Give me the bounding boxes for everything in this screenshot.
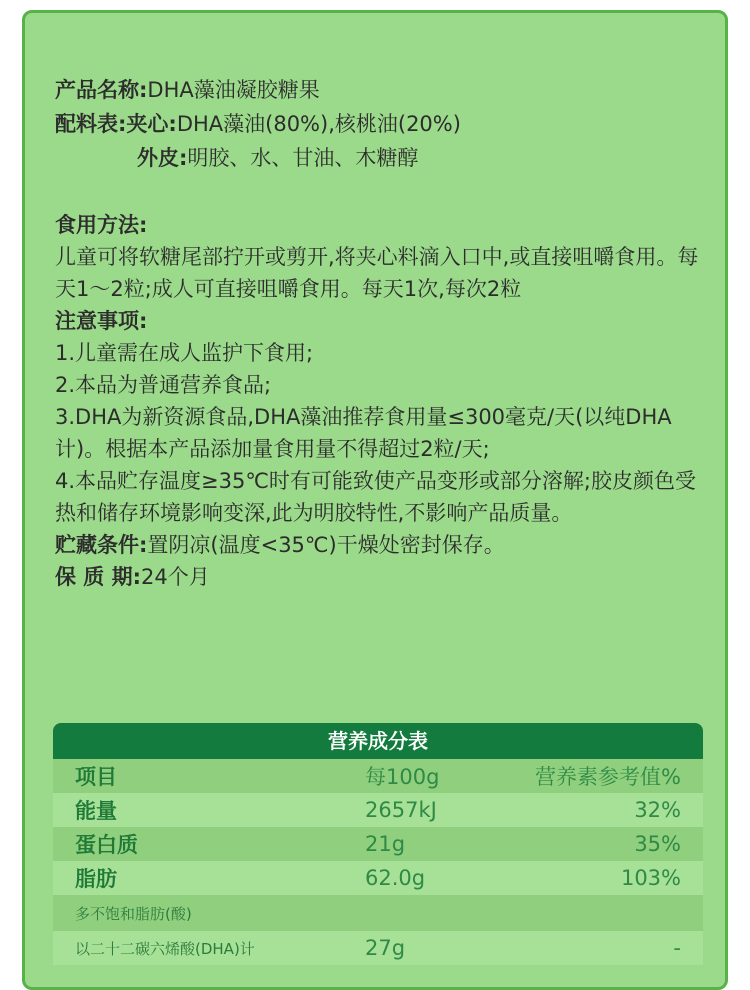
- nutrient-amount: 21g: [365, 832, 406, 856]
- filling-value: DHA藻油(80%),核桃油(20%): [176, 112, 461, 136]
- column-header-nrv: 营养素参考值%: [535, 765, 681, 789]
- table-row: [53, 895, 703, 931]
- table-row: [53, 827, 703, 861]
- product-info-card: [22, 10, 728, 990]
- product-name-label: 产品名称:: [55, 78, 148, 102]
- storage-label: 贮藏条件:: [55, 533, 148, 557]
- shelf-life-value: 24个月: [141, 565, 210, 589]
- storage-line: [55, 529, 705, 561]
- note-item: 3.DHA为新资源食品,DHA藻油推荐食用量≤300毫克/天(以纯DHA计)。根据本产品添加量食用量不得超过2粒/天;: [55, 405, 672, 461]
- nutrition-table-title: 营养成分表: [53, 723, 703, 759]
- note-item: 1.儿童需在成人监护下食用;: [55, 341, 314, 365]
- spacer: [55, 175, 705, 209]
- table-row: [53, 861, 703, 895]
- product-info: [55, 73, 705, 593]
- nutrition-header-row: [53, 759, 703, 793]
- product-name-value: DHA藻油凝胶糖果: [147, 78, 320, 102]
- product-name-line: [55, 73, 705, 107]
- nutrient-amount: 2657kJ: [365, 798, 437, 822]
- usage-title: 食用方法:: [55, 213, 148, 237]
- usage-text: 儿童可将软糖尾部拧开或剪开,将夹心料滴入口中,或直接咀嚼食用。每天1～2粒;成人可直接咀嚼食用。每天1次,每次2粒: [55, 245, 699, 301]
- nutrition-table: [53, 723, 703, 965]
- nutrient-nrv: 103%: [620, 866, 681, 890]
- nutrient-nrv: -: [673, 936, 681, 960]
- column-header-item: 项目: [75, 765, 117, 789]
- ingredients-label: 配料表:: [55, 112, 127, 136]
- filling-label: 夹心:: [126, 112, 177, 136]
- shell-line: [55, 141, 705, 175]
- notes-title: 注意事项:: [55, 309, 148, 333]
- table-row: [53, 793, 703, 827]
- nutrient-nrv: 35%: [634, 832, 681, 856]
- nutrient-amount: 27g: [365, 936, 406, 960]
- shell-value: 明胶、水、甘油、木糖醇: [187, 146, 419, 170]
- note-item: 2.本品为普通营养食品;: [55, 373, 272, 397]
- note-item: 4.本品贮存温度≥35℃时有可能致使产品变形或部分溶解;胶皮颜色受热和储存环境影响变深,此为明胶特性,不影响产品质量。: [55, 469, 697, 525]
- ingredients-line: [55, 107, 705, 141]
- column-header-per100g: 每100g: [365, 765, 440, 789]
- nutrient-name: 蛋白质: [75, 833, 138, 857]
- nutrient-name: 脂肪: [75, 867, 117, 891]
- shelf-life-label: 保 质 期:: [55, 565, 142, 589]
- nutrition-rows: [53, 759, 703, 965]
- nutrient-name: 能量: [75, 799, 117, 823]
- storage-value: 置阴凉(温度<35℃)干燥处密封保存。: [147, 533, 505, 557]
- nutrient-name: 多不饱和脂肪(酸): [75, 904, 192, 923]
- nutrient-amount: 62.0g: [365, 866, 426, 890]
- shell-label: 外皮:: [137, 146, 188, 170]
- nutrient-nrv: 32%: [634, 798, 681, 822]
- nutrient-name: 以二十二碳六烯酸(DHA)计: [75, 939, 255, 958]
- shelf-life-line: [55, 561, 705, 593]
